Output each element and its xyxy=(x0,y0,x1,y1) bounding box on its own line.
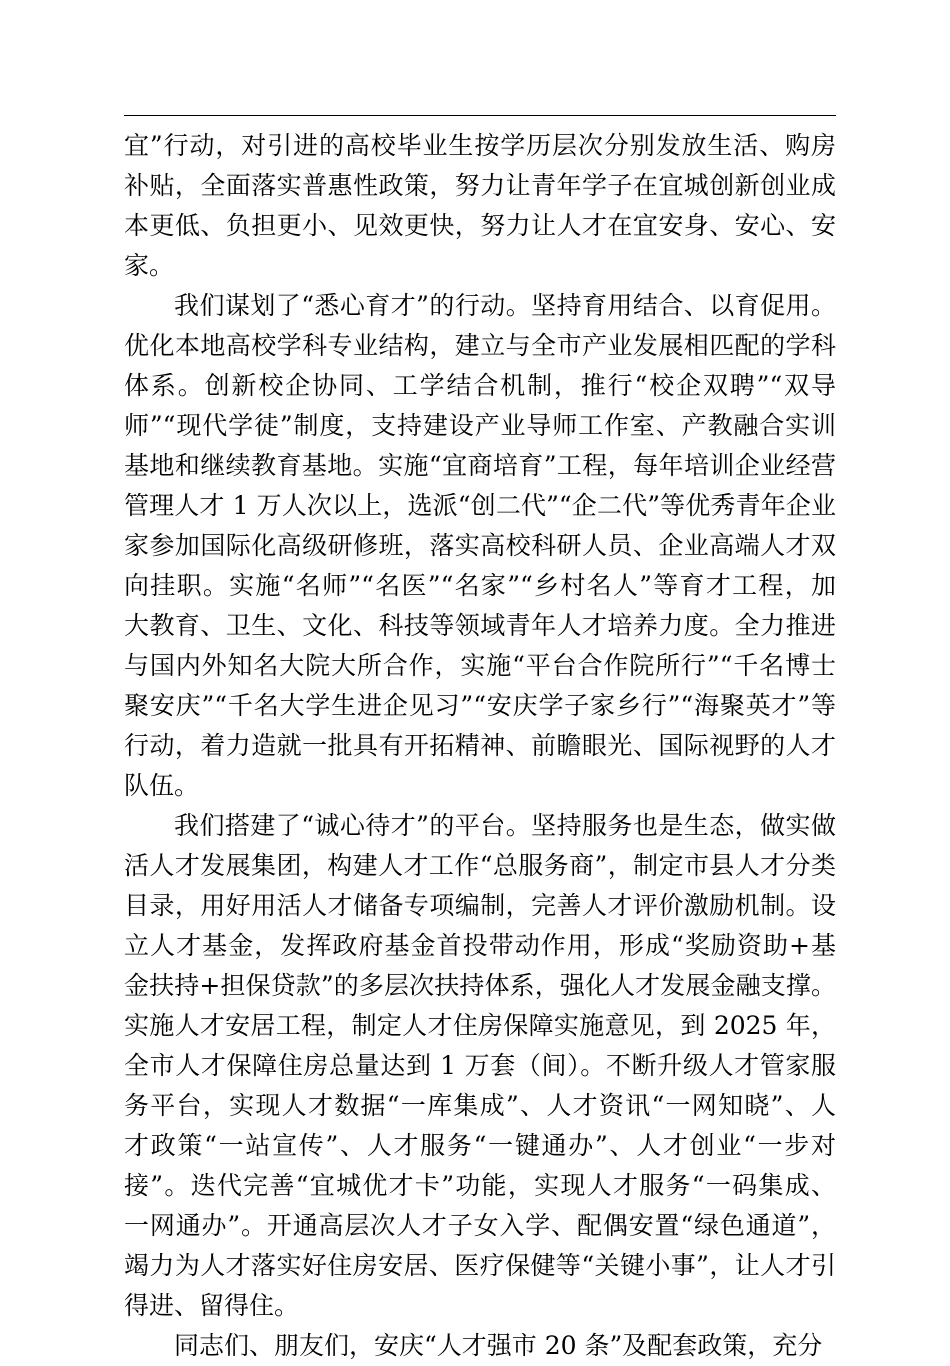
body-text xyxy=(124,126,836,1366)
text-line: 目录，用好用活人才储备专项编制，完善人才评价激励机制。设 xyxy=(124,891,836,920)
paragraph-start-line: 我们谋划了“悉心育才”的行动。坚持育用结合、以育促用。 xyxy=(174,291,836,320)
paragraph-start-line: 我们搭建了“诚心待才”的平台。坚持服务也是生态，做实做 xyxy=(174,811,836,840)
text-line: 得进、留得住。 xyxy=(124,1291,300,1320)
text-line: 一网通办”。开通高层次人才子女入学、配偶安置“绿色通道”， xyxy=(124,1211,836,1240)
text-line: 大教育、卫生、文化、科技等领域青年人才培养力度。全力推进 xyxy=(124,611,836,640)
text-line: 接”。迭代完善“宜城优才卡”功能，实现人才服务“一码集成、 xyxy=(124,1171,836,1200)
text-line: 宜”行动，对引进的高校毕业生按学历层次分别发放生活、购房 xyxy=(124,131,836,160)
paragraph-start-line: 同志们、朋友们，安庆“人才强市 20 条”及配套政策，充分 xyxy=(174,1331,823,1360)
text-line: 立人才基金，发挥政府基金首投带动作用，形成“奖励资助+基 xyxy=(124,931,836,960)
text-line: 务平台，实现人才数据“一库集成”、人才资讯“一网知晓”、人 xyxy=(124,1091,836,1120)
text-line: 师”“现代学徒”制度，支持建设产业导师工作室、产教融合实训 xyxy=(124,411,836,440)
text-line: 聚安庆”“千名大学生进企见习”“安庆学子家乡行”“海聚英才”等 xyxy=(124,691,836,720)
header-rule xyxy=(124,115,836,116)
text-line: 向挂职。实施“名师”“名医”“名家”“乡村名人”等育才工程，加 xyxy=(124,571,836,600)
text-line: 本更低、负担更小、见效更快，努力让人才在宜安身、安心、安 xyxy=(124,211,836,240)
text-line: 全市人才保障住房总量达到 1 万套（间）。不断升级人才管家服 xyxy=(124,1051,836,1080)
text-line: 基地和继续教育基地。实施“宜商培育”工程，每年培训企业经营 xyxy=(124,451,836,480)
text-line: 竭力为人才落实好住房安居、医疗保健等“关键小事”，让人才引 xyxy=(124,1251,836,1280)
text-line: 与国内外知名大院大所合作，实施“平台合作院所行”“千名博士 xyxy=(124,651,836,680)
text-line: 体系。创新校企协同、工学结合机制，推行“校企双聘”“双导 xyxy=(124,371,836,400)
text-line: 金扶持+担保贷款”的多层次扶持体系，强化人才发展金融支撑。 xyxy=(124,971,836,1000)
text-line: 实施人才安居工程，制定人才住房保障实施意见，到 2025 年， xyxy=(124,1011,836,1040)
text-line: 管理人才 1 万人次以上，选派“创二代”“企二代”等优秀青年企业 xyxy=(124,491,836,520)
text-line: 活人才发展集团，构建人才工作“总服务商”，制定市县人才分类 xyxy=(124,851,836,880)
text-line: 家。 xyxy=(124,251,175,280)
text-line: 才政策“一站宣传”、人才服务“一键通办”、人才创业“一步对 xyxy=(124,1131,836,1160)
text-line: 家参加国际化高级研修班，落实高校科研人员、企业高端人才双 xyxy=(124,531,836,560)
text-line: 行动，着力造就一批具有开拓精神、前瞻眼光、国际视野的人才 xyxy=(124,731,836,760)
text-line: 补贴，全面落实普惠性政策，努力让青年学子在宜城创新创业成 xyxy=(124,171,836,200)
text-line: 优化本地高校学科专业结构，建立与全市产业发展相匹配的学科 xyxy=(124,331,836,360)
text-line: 队伍。 xyxy=(124,771,200,800)
